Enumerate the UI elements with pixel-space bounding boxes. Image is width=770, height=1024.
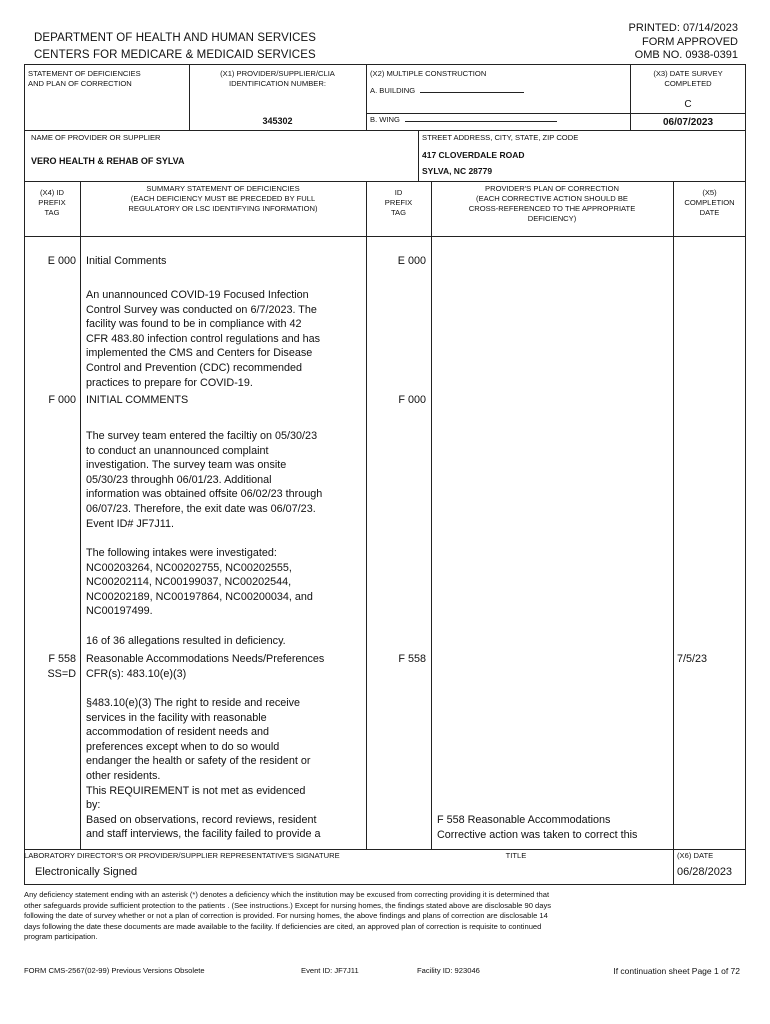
provider-label: NAME OF PROVIDER OR SUPPLIER bbox=[31, 133, 161, 142]
completion-date-f558: 7/5/23 bbox=[677, 653, 708, 665]
provider-name: VERO HEALTH & REHAB OF SYLVA bbox=[31, 156, 185, 166]
survey-team-paragraph: The survey team entered the faciltiy on 05/30/23 to conduct an unannounced complaint investigation. The survey team was onsite 05/30/23 throughh 06/01/23. Additional information was obtained offsite 06/02/23 through 06/07/23. Therefore, the exit date was 06/07/23. Event ID# JF7J11. bbox=[86, 430, 323, 530]
x1-label: (X1) PROVIDER/SUPPLIER/CLIA IDENTIFICATION NUMBER: bbox=[220, 69, 335, 88]
address-line1: 417 CLOVERDALE ROAD bbox=[422, 150, 525, 160]
plan-of-correction-text: F 558 Reasonable Accommodations Corrective action was taken to correct this bbox=[437, 814, 638, 841]
form-approved: FORM APPROVED bbox=[642, 36, 738, 48]
tag-f558: F 558 bbox=[48, 653, 76, 665]
covid-survey-paragraph: An unannounced COVID-19 Focused Infection Control Survey was conducted on 6/7/2023. The facility was found to be in compliance with 42 CFR 483.80 infection control regulations and has implemented the CMS and Centers for Disease Control and Prevention (CDC) recommended practices to prepare for COVID-19. bbox=[86, 289, 321, 389]
signature-value: Electronically Signed bbox=[35, 866, 138, 878]
col-plan-header: PROVIDER'S PLAN OF CORRECTION (EACH CORRECTIVE ACTION SHOULD BE CROSS-REFERENCED TO THE APPROPRIATE DEFICIENCY) bbox=[468, 184, 636, 223]
x3-label: (X3) DATE SURVEY COMPLETED bbox=[653, 69, 723, 88]
intakes-paragraph: The following intakes were investigated: NC00203264, NC00202755, NC00202555, NC00202114, NC00199037, NC00202544, NC00202189, NC00197864, NC00200034, and NC00197499. bbox=[86, 547, 313, 618]
event-id: Event ID: JF7J11 bbox=[301, 966, 359, 975]
col-summary-header: SUMMARY STATEMENT OF DEFICIENCIES (EACH DEFICIENCY MUST BE PRECEDED BY FULL REGULATORY OR LSC IDENTIFYING INFORMATION) bbox=[128, 184, 318, 213]
wing-line bbox=[405, 114, 557, 122]
col-x4-header: (X4) ID PREFIX TAG bbox=[38, 188, 66, 217]
signature-date: 06/28/2023 bbox=[677, 866, 733, 878]
id-tag-f000: F 000 bbox=[398, 394, 426, 406]
x3-code: C bbox=[684, 99, 692, 110]
signature-label: LABORATORY DIRECTOR'S OR PROVIDER/SUPPLIER REPRESENTATIVE'S SIGNATURE bbox=[24, 851, 340, 860]
col-id-header: ID PREFIX TAG bbox=[384, 188, 413, 217]
disclaimer-text: Any deficiency statement ending with an asterisk (*) denotes a deficiency which the institution may be excused from correcting providing it is determined that other safeguards provide sufficient protection to the patients . (See instructions.) Except for nursing homes, the findings stated above are disclosable 90 days following the date of survey whether or not a plan of correction is provided. For nursing homes, the above findings and plans of correction are disclosable 14 days following the date these documents are made available to the facility. If deficiencies are cited, an approved plan of correction is requisite to continued program participation. bbox=[24, 890, 552, 942]
facility-id: Facility ID: 923046 bbox=[417, 966, 480, 975]
tag-e000: E 000 bbox=[47, 255, 76, 267]
tag-f000: F 000 bbox=[48, 394, 76, 406]
centers-title: CENTERS FOR MEDICARE & MEDICAID SERVICES bbox=[34, 49, 316, 61]
f558-title: Reasonable Accommodations Needs/Preferences CFR(s): 483.10(e)(3) bbox=[86, 653, 325, 680]
tag-f558-severity: SS=D bbox=[47, 668, 76, 680]
address-line2: SYLVA, NC 28779 bbox=[422, 166, 493, 176]
f558-regulation-text: §483.10(e)(3) The right to reside and receive services in the facility with reasonable accommodation of resident needs and preferences except when to do so would endanger the health or safety of the resident or other residents. This REQUIREMENT is not met as evidenced by: Based on observations, record reviews, resident and staff interviews, the facility failed to provide a bbox=[86, 697, 321, 841]
building-label: A. BUILDING bbox=[370, 86, 416, 95]
statement-label: STATEMENT OF DEFICIENCIES AND PLAN OF CORRECTION bbox=[28, 69, 141, 88]
wing-label: B. WING bbox=[370, 115, 400, 124]
x3-date: 06/07/2023 bbox=[662, 117, 714, 128]
omb-number: OMB NO. 0938-0391 bbox=[634, 49, 738, 61]
title-label: TITLE bbox=[505, 851, 527, 860]
initial-comments-f-heading: INITIAL COMMENTS bbox=[86, 394, 189, 406]
initial-comments-heading: Initial Comments bbox=[86, 255, 167, 267]
building-field bbox=[370, 85, 524, 96]
building-line bbox=[420, 85, 524, 93]
department-title: DEPARTMENT OF HEALTH AND HUMAN SERVICES bbox=[34, 32, 317, 44]
printed-date: PRINTED: 07/14/2023 bbox=[628, 22, 738, 34]
wing-field bbox=[370, 114, 557, 125]
continuation-sheet: If continuation sheet Page 1 of 72 bbox=[613, 966, 740, 976]
date-label: (X6) DATE bbox=[677, 851, 714, 860]
id-tag-f558: F 558 bbox=[398, 653, 426, 665]
form-number: FORM CMS-2567(02-99) Previous Versions Obsolete bbox=[24, 966, 205, 975]
address-label: STREET ADDRESS, CITY, STATE, ZIP CODE bbox=[422, 133, 579, 142]
allegations-line: 16 of 36 allegations resulted in deficiency. bbox=[86, 635, 286, 647]
id-tag-e000: E 000 bbox=[397, 255, 426, 267]
x1-value: 345302 bbox=[262, 116, 293, 126]
col-x5-header: (X5) COMPLETION DATE bbox=[684, 188, 735, 217]
x2-label: (X2) MULTIPLE CONSTRUCTION bbox=[370, 69, 487, 78]
